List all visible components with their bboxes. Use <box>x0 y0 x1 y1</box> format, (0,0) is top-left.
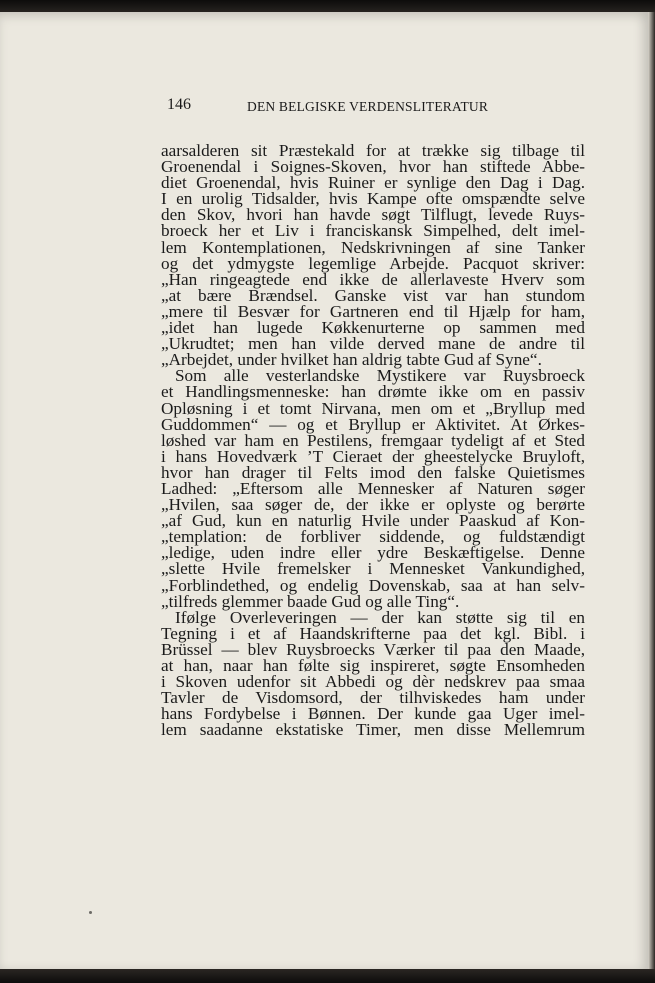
text-line: „Han ringeagtede end ikke de allerlaveste Hverv som <box>161 269 585 289</box>
text-line: „mere til Besvær for Gartneren end til Hjælp for ham, <box>161 301 585 321</box>
running-title: DEN BELGISKE VERDENSLITERATUR <box>247 99 489 114</box>
paragraph-start-line: Ifølge Overleveringen — der kan støtte sig til en <box>175 607 585 627</box>
page-edge-shadow <box>648 12 655 970</box>
page-header <box>167 96 597 118</box>
text-line: „tilfreds glemmer baade Gud og alle Ting“. <box>161 591 460 611</box>
text-line: Tavler de Visdomsord, der tilhviskedes ham under <box>161 688 585 708</box>
text-line: „templation: de forbliver siddende, og fuldstændigt <box>161 527 585 547</box>
text-line: „Arbejdet, under hvilket han aldrig tabte Gud af Syne“. <box>161 350 542 370</box>
scan-bottom-edge <box>0 969 655 983</box>
body-text <box>161 143 585 738</box>
text-line: aarsalderen sit Præstekald for at trække sig tilbage til <box>161 141 585 160</box>
text-line: „Hvilen, saa søger de, der ikke er oplyste og berørte <box>161 495 585 515</box>
text-line: I en urolig Tidsalder, hvis Kampe ofte omspændte selve <box>161 189 585 209</box>
text-line: lem saadanne ekstatiske Timer, men disse Mellemrum <box>161 720 585 740</box>
text-line: Opløsning i et tomt Nirvana, men om et „Bryllup med <box>161 398 585 418</box>
text-line: hans Fordybelse i Bønnen. Der kunde gaa Uger imel- <box>161 704 585 724</box>
paper-speck <box>89 911 92 914</box>
text-line: et Handlingsmenneske: han drømte ikke om en passiv <box>161 382 585 402</box>
text-line: at han, naar han følte sig inspireret, søgte Ensomheden <box>161 656 585 675</box>
text-line: „at bære Brændsel. Ganske vist var han stundom <box>161 285 585 305</box>
paragraph-start-line: Som alle vesterlandske Mystikere var Ruysbroeck <box>175 366 585 386</box>
text-line: Brüssel — blev Ruysbroecks Værker til paa den Maade, <box>161 639 585 659</box>
text-line: „Ukrudtet; men han vilde derved mane de andre til <box>161 334 585 354</box>
text-line: Groenendal i Soignes-Skoven, hvor han stiftede Abbe- <box>161 157 585 177</box>
text-line: i hans Hovedværk ’T Cieraet der gheestelycke Bruyloft, <box>161 446 585 466</box>
text-line: „Forblindethed, og endelig Dovenskab, saa at han selv- <box>161 575 585 595</box>
text-line: „ledige, uden indre eller ydre Beskæftigelse. Denne <box>161 543 585 563</box>
text-line: diet Groenendal, hvis Ruiner er synlige den Dag i Dag. <box>161 173 585 193</box>
text-line: hvor han drager til Felts imod den falske Quietismes <box>161 462 585 482</box>
text-line: „idet han lugede Køkkenurterne op sammen med <box>161 318 585 338</box>
page-number: 146 <box>167 96 191 113</box>
text-line: „af Gud, kun en naturlig Hvile under Paaskud af Kon- <box>161 511 585 531</box>
text-line: Tegning i et af Haandskrifterne paa det kgl. Bibl. i <box>161 623 585 643</box>
text-line: i Skoven udenfor sit Abbedi og dèr nedskrev paa smaa <box>161 672 585 692</box>
text-line: løshed var ham en Pestilens, fremgaar tydeligt af et Sted <box>161 430 585 450</box>
text-line: Guddommen“ — og et Bryllup er Aktivitet. At Ørkes- <box>161 414 585 434</box>
text-line: og det ydmygste legemlige Arbejde. Pacquot skriver: <box>161 253 585 273</box>
text-line: lem Kontemplationen, Nedskrivningen af sine Tanker <box>161 237 585 257</box>
text-line: den Skov, hvori han havde søgt Tilflugt, levede Ruys- <box>161 205 585 225</box>
text-line: Ladhed: „Eftersom alle Mennesker af Naturen søger <box>161 478 585 498</box>
text-line: broeck her et Liv i franciskansk Simpelhed, delt imel- <box>161 221 585 241</box>
text-line: „slette Hvile fremelsker i Mennesket Vankundighed, <box>161 559 585 579</box>
